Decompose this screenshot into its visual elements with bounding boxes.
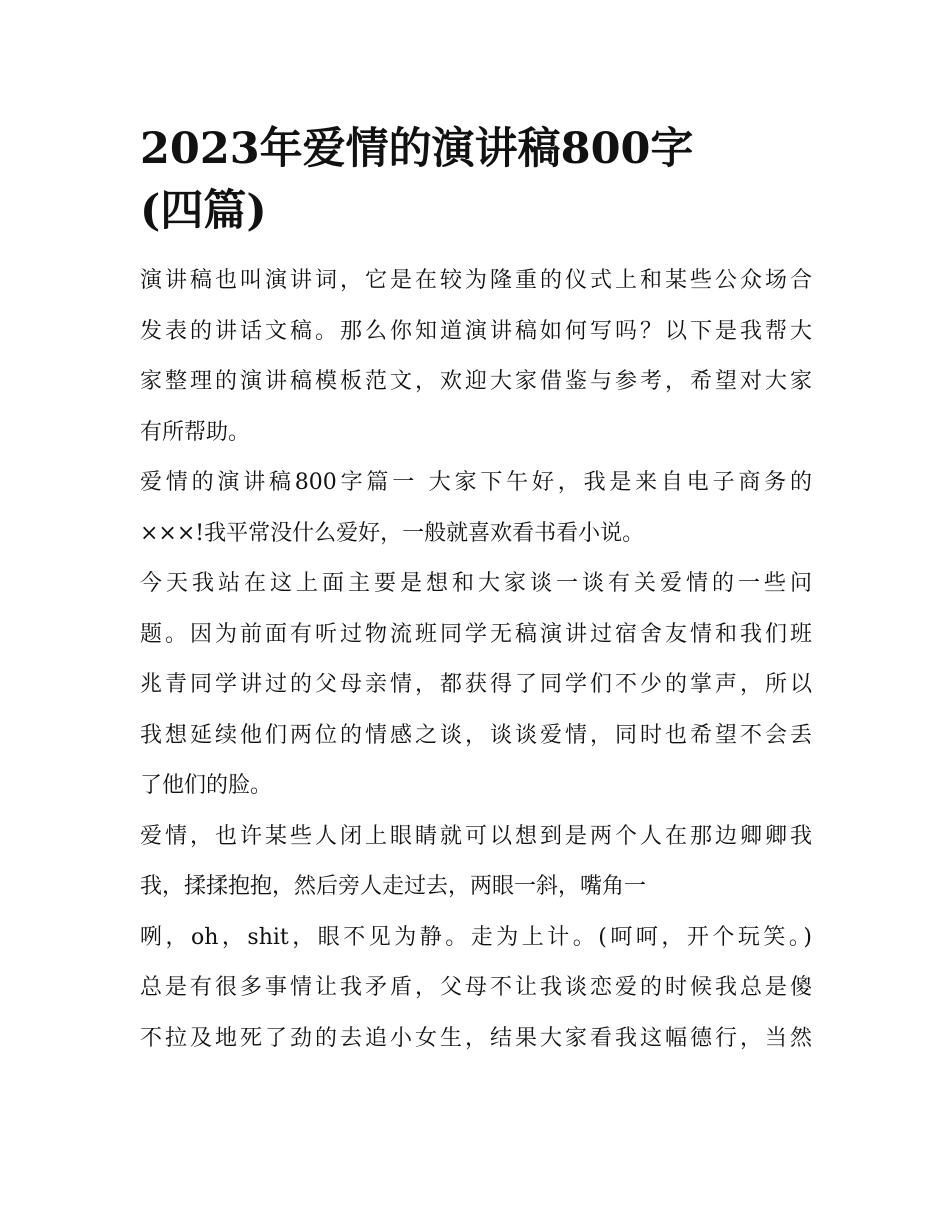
title-line-2: (四篇) [140,186,267,236]
body-line: 发表的讲话文稿。那么你知道演讲稿如何写吗？以下是我帮大 [140,318,812,344]
body-line: 兆青同学讲过的父母亲情，都获得了同学们不少的掌声，所以 [140,672,812,697]
document-body [140,256,812,1064]
body-line: 今天我站在这上面主要是想和大家谈一谈有关爱情的一些问 [140,571,812,596]
body-line: ×××!我平常没什么爱好，一般就喜欢看书看小说。 [140,520,645,546]
document-title [140,118,812,242]
body-line: 有所帮助。 [140,419,251,445]
body-line: 我，揉揉抱抱，然后旁人走过去，两眼一斜，嘴角一 [140,874,647,899]
document-page [140,118,812,1064]
body-line: 不拉及地死了劲的去追小女生，结果大家看我这幅德行，当然 [140,1025,812,1051]
body-line: 家整理的演讲稿模板范文，欢迎大家借鉴与参考，希望对大家 [140,369,812,394]
body-line: 题。因为前面有听过物流班同学无稿演讲过宿舍友情和我们班 [140,621,812,647]
title-line-1: 2023年爱情的演讲稿800字 [140,124,694,174]
body-line: 演讲稿也叫演讲词，它是在较为隆重的仪式上和某些公众场合 [140,268,812,293]
body-line: 我想延续他们两位的情感之谈，谈谈爱情，同时也希望不会丢 [140,722,812,748]
body-line: 咧，oh，shit，眼不见为静。走为上计。(呵呵，开个玩笑。) [140,924,812,950]
body-line: 总是有很多事情让我矛盾，父母不让我谈恋爱的时候我总是傻 [140,975,812,1000]
body-line: 了他们的脸。 [140,773,273,798]
body-line: 爱情，也许某些人闭上眼睛就可以想到是两个人在那边卿卿我 [140,823,812,849]
body-line: 爱情的演讲稿800字篇一 大家下午好，我是来自电子商务的 [140,470,812,495]
